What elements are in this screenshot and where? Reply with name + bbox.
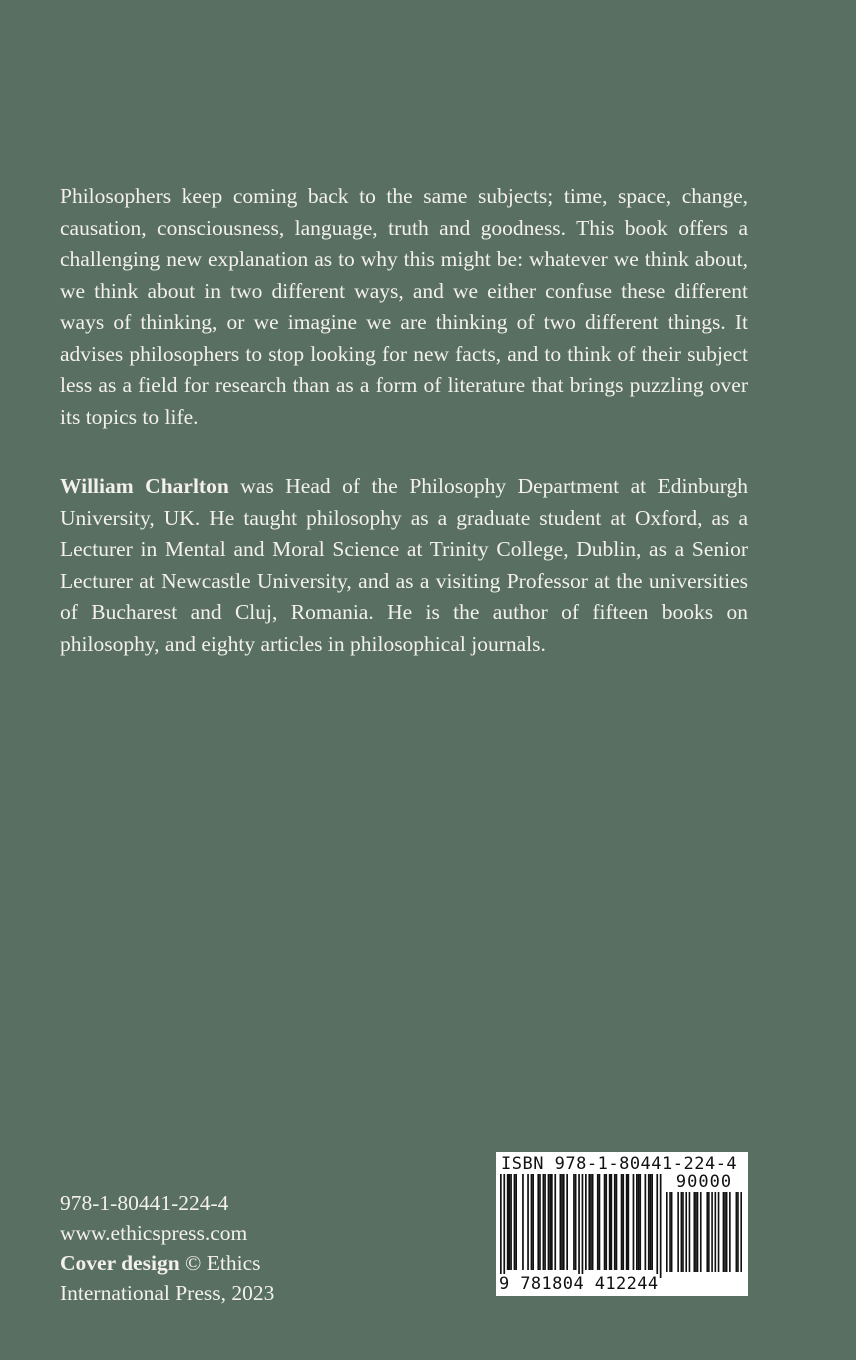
- author-bio-text: was Head of the Philosophy Department at Edinburgh University, UK. He taught philosophy as a graduate student at Oxford, as a Lecturer in Mental and Moral Science at Trinity College, Dublin, as a Senior Lecturer at Newcastle University, and as a visiting Professor at the universities of Bucharest and Cluj, Romania. He is the author of fifteen books on philosophy, and eighty articles in philosophical journals.: [60, 474, 748, 656]
- barcode-bar: [622, 1174, 624, 1270]
- barcode-addon-bar: [666, 1192, 668, 1272]
- barcode-bar: [626, 1174, 628, 1270]
- barcode-bar: [599, 1174, 601, 1270]
- barcode-bar: [507, 1174, 509, 1270]
- barcode-bar: [514, 1174, 516, 1270]
- barcode-bar: [645, 1174, 647, 1270]
- barcode-bar: [509, 1174, 511, 1270]
- cover-design-label: Cover design: [60, 1251, 180, 1275]
- barcode-bar: [527, 1174, 529, 1270]
- barcode-bar: [522, 1174, 524, 1270]
- book-description: Philosophers keep coming back to the same subjects; time, space, change, causation, consciousness, language, truth and goodness. This book offers a challenging new explanation as to why this might be: whatever we think about, we think about in two different ways, and we either confuse these different ways of thinking, or we imagine we are thinking of two different things. It advises philosophers to stop looking for new facts, and to think of their subject less as a field for research than as a form of literature that brings puzzling over its topics to life.: [60, 184, 748, 429]
- barcode-bar: [543, 1174, 545, 1270]
- barcode-bar: [639, 1174, 641, 1270]
- barcode-addon-bar: [718, 1192, 720, 1272]
- barcode-addon-bar: [715, 1192, 717, 1272]
- barcode-addon-bar: [729, 1192, 731, 1272]
- barcode-bar: [578, 1174, 580, 1278]
- cover-credit: © Ethics: [179, 1251, 261, 1275]
- barcode-bar: [585, 1174, 587, 1270]
- imprint-block: [60, 1188, 274, 1308]
- barcode-bar: [537, 1174, 539, 1270]
- barcode-bar: [592, 1174, 594, 1270]
- barcode-bar: [614, 1174, 616, 1270]
- barcode-addon-bar: [669, 1192, 671, 1272]
- barcode-bar: [575, 1174, 577, 1270]
- barcode-addon-bar: [711, 1192, 713, 1272]
- barcode-addon-bar: [737, 1192, 739, 1272]
- barcode-bar: [532, 1174, 534, 1270]
- barcode-bar: [650, 1174, 652, 1270]
- barcode-bar: [503, 1174, 505, 1278]
- barcode-addon-bar: [693, 1192, 695, 1272]
- barcode-bar: [651, 1174, 653, 1270]
- barcode-ean-digits: 9 781804 412244: [499, 1274, 659, 1294]
- barcode-bar: [551, 1174, 553, 1270]
- barcode-bar: [648, 1174, 650, 1270]
- barcode-bar: [604, 1174, 606, 1270]
- barcode-bar: [563, 1174, 565, 1270]
- barcode-addon-bar: [685, 1192, 687, 1272]
- barcode-bar: [588, 1174, 590, 1270]
- barcode-bar: [549, 1174, 551, 1270]
- barcode-addon-bar: [706, 1192, 708, 1272]
- barcode-bar: [515, 1174, 517, 1270]
- barcode-addon-bar: [740, 1192, 742, 1272]
- barcode-bar: [548, 1174, 550, 1270]
- barcode-bar: [573, 1174, 575, 1270]
- barcode-bar: [590, 1174, 592, 1270]
- barcode-addon-bar: [724, 1192, 726, 1272]
- barcode-bar: [560, 1174, 562, 1270]
- barcode-bar: [554, 1174, 556, 1270]
- author-name: William Charlton: [60, 474, 229, 498]
- barcode-addon-digits: 90000: [675, 1172, 733, 1192]
- barcode-bar: [605, 1174, 607, 1270]
- barcode-bar: [638, 1174, 640, 1270]
- barcode-bar: [566, 1174, 568, 1270]
- barcode-addon-bar: [700, 1192, 702, 1272]
- barcode-addon-bar: [682, 1192, 684, 1272]
- barcode-addon-bar: [708, 1192, 710, 1272]
- barcode-bar: [611, 1174, 613, 1270]
- barcode-addon-bar: [695, 1192, 697, 1272]
- barcode-bars: [500, 1174, 662, 1278]
- barcode-bar: [636, 1174, 638, 1270]
- publisher-website: www.ethicspress.com: [60, 1221, 248, 1245]
- barcode-bar: [628, 1174, 630, 1270]
- barcode-bar: [656, 1174, 658, 1278]
- barcode-addon-bar: [677, 1192, 679, 1272]
- barcode-bar: [621, 1174, 623, 1270]
- barcode-bar: [582, 1174, 584, 1278]
- barcode-bar: [544, 1174, 546, 1270]
- barcode-addon-bar: [723, 1192, 725, 1272]
- barcode-bar: [597, 1174, 599, 1270]
- barcode-bar: [539, 1174, 541, 1270]
- barcode-bar: [561, 1174, 563, 1270]
- barcode-bar: [633, 1174, 635, 1270]
- isbn-text: 978-1-80441-224-4: [60, 1191, 229, 1215]
- isbn-barcode: [496, 1152, 748, 1296]
- cover-credit-line: [60, 1248, 274, 1278]
- barcode-bar: [660, 1174, 662, 1278]
- barcode-addon-bar: [671, 1192, 673, 1272]
- barcode-isbn-label: ISBN 978-1-80441-224-4: [501, 1154, 738, 1174]
- publisher-line: International Press, 2023: [60, 1281, 275, 1305]
- barcode-addon-bar: [726, 1192, 728, 1272]
- barcode-addon-bar: [736, 1192, 738, 1272]
- barcode-addon-bar: [697, 1192, 699, 1272]
- barcode-bar: [609, 1174, 611, 1270]
- barcode-bar: [531, 1174, 533, 1270]
- barcode-addon-bar: [681, 1192, 683, 1272]
- barcode-bar: [510, 1174, 512, 1270]
- barcode-addon-bar: [689, 1192, 691, 1272]
- barcode-bar: [616, 1174, 618, 1270]
- barcode-bar: [500, 1174, 502, 1278]
- author-bio: [60, 471, 748, 660]
- barcode-addon-bars: [666, 1192, 742, 1272]
